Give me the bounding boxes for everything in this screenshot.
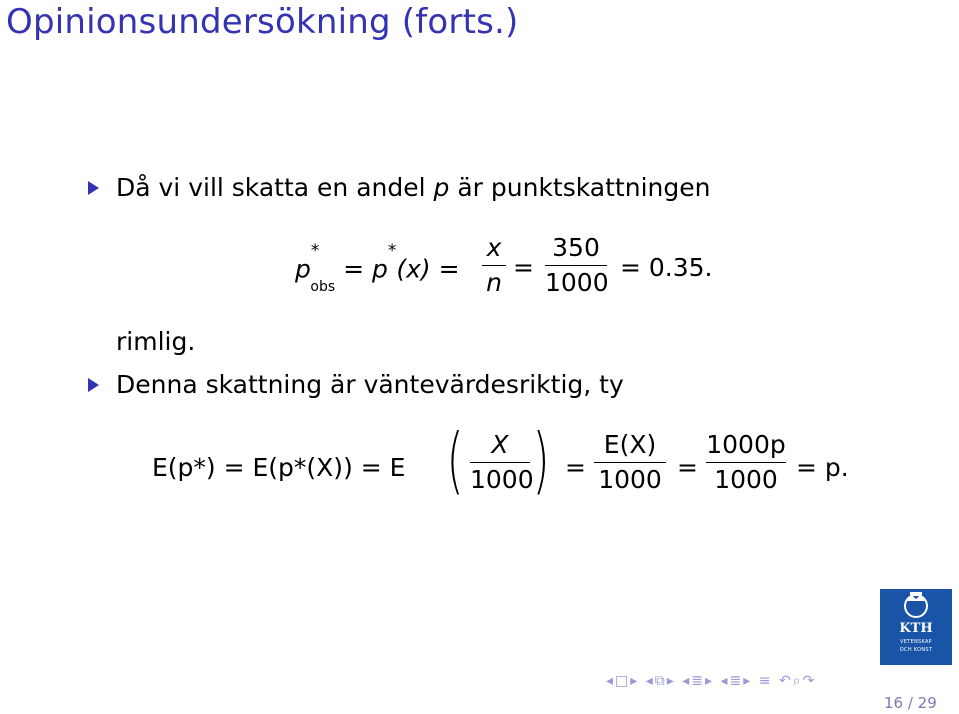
crown-icon bbox=[880, 589, 952, 623]
equation-expectation-lhs: E(p*) = E(p*(X)) = E bbox=[152, 453, 406, 482]
fraction-x-over-n: x n bbox=[482, 233, 506, 298]
nav-section-icon[interactable]: ≣ bbox=[729, 673, 744, 689]
nav-section-icon[interactable]: ≣ bbox=[691, 673, 706, 689]
nav-undo-icon[interactable]: ↶ bbox=[778, 673, 793, 689]
nav-prev-icon[interactable]: ◂ bbox=[606, 673, 616, 689]
equals-sign: = bbox=[513, 253, 534, 282]
nav-prev-icon[interactable]: ◂ bbox=[645, 673, 655, 689]
nav-prev-icon[interactable]: ◂ bbox=[720, 673, 730, 689]
fraction-1000p-over-1000: 1000p 1000 bbox=[706, 430, 786, 494]
bullet-marker bbox=[88, 378, 99, 392]
nav-search-icon[interactable]: ⌕ bbox=[792, 673, 803, 689]
fraction-X-over-1000: X 1000 bbox=[470, 430, 534, 494]
nav-menu-icon[interactable]: ≡ bbox=[758, 673, 773, 689]
equation-result: = p. bbox=[796, 453, 849, 482]
nav-next-icon[interactable]: ▸ bbox=[666, 673, 676, 689]
nav-next-icon[interactable]: ▸ bbox=[743, 673, 753, 689]
fraction-350-over-1000: 350 1000 bbox=[545, 233, 609, 297]
equals-sign: = bbox=[565, 453, 586, 482]
nav-subsection-icon[interactable]: ⧉ bbox=[654, 673, 667, 689]
fraction-EX-over-1000: E(X) 1000 bbox=[594, 430, 666, 495]
bullet-marker bbox=[88, 181, 99, 195]
nav-frame-icon[interactable]: □ bbox=[615, 673, 631, 689]
nav-prev-icon[interactable]: ◂ bbox=[682, 673, 692, 689]
nav-next-icon[interactable]: ▸ bbox=[705, 673, 715, 689]
left-paren: ( bbox=[446, 418, 464, 502]
bullet-text-1: Då vi vill skatta en andel p är punktskattningen bbox=[116, 173, 711, 202]
slide-title: Opinionsundersökning (forts.) bbox=[6, 2, 519, 42]
nav-redo-icon[interactable]: ↷ bbox=[802, 673, 817, 689]
navigation-bar[interactable] bbox=[606, 673, 816, 689]
kth-logo: KTH VETENSKAP OCH KONST bbox=[880, 589, 952, 665]
right-paren: ) bbox=[532, 418, 550, 502]
equals-sign: = bbox=[677, 453, 698, 482]
nav-next-icon[interactable]: ▸ bbox=[630, 673, 640, 689]
page-number: 16 / 29 bbox=[884, 694, 937, 712]
bullet-text-2: Denna skattning är väntevärdesriktig, ty bbox=[116, 370, 624, 399]
equation-result: = 0.35. bbox=[620, 253, 713, 282]
equation-point-estimate: $p^*_{obs} = p^*(x)$ = bbox=[295, 241, 460, 296]
text-rimlig: rimlig. bbox=[116, 327, 196, 356]
